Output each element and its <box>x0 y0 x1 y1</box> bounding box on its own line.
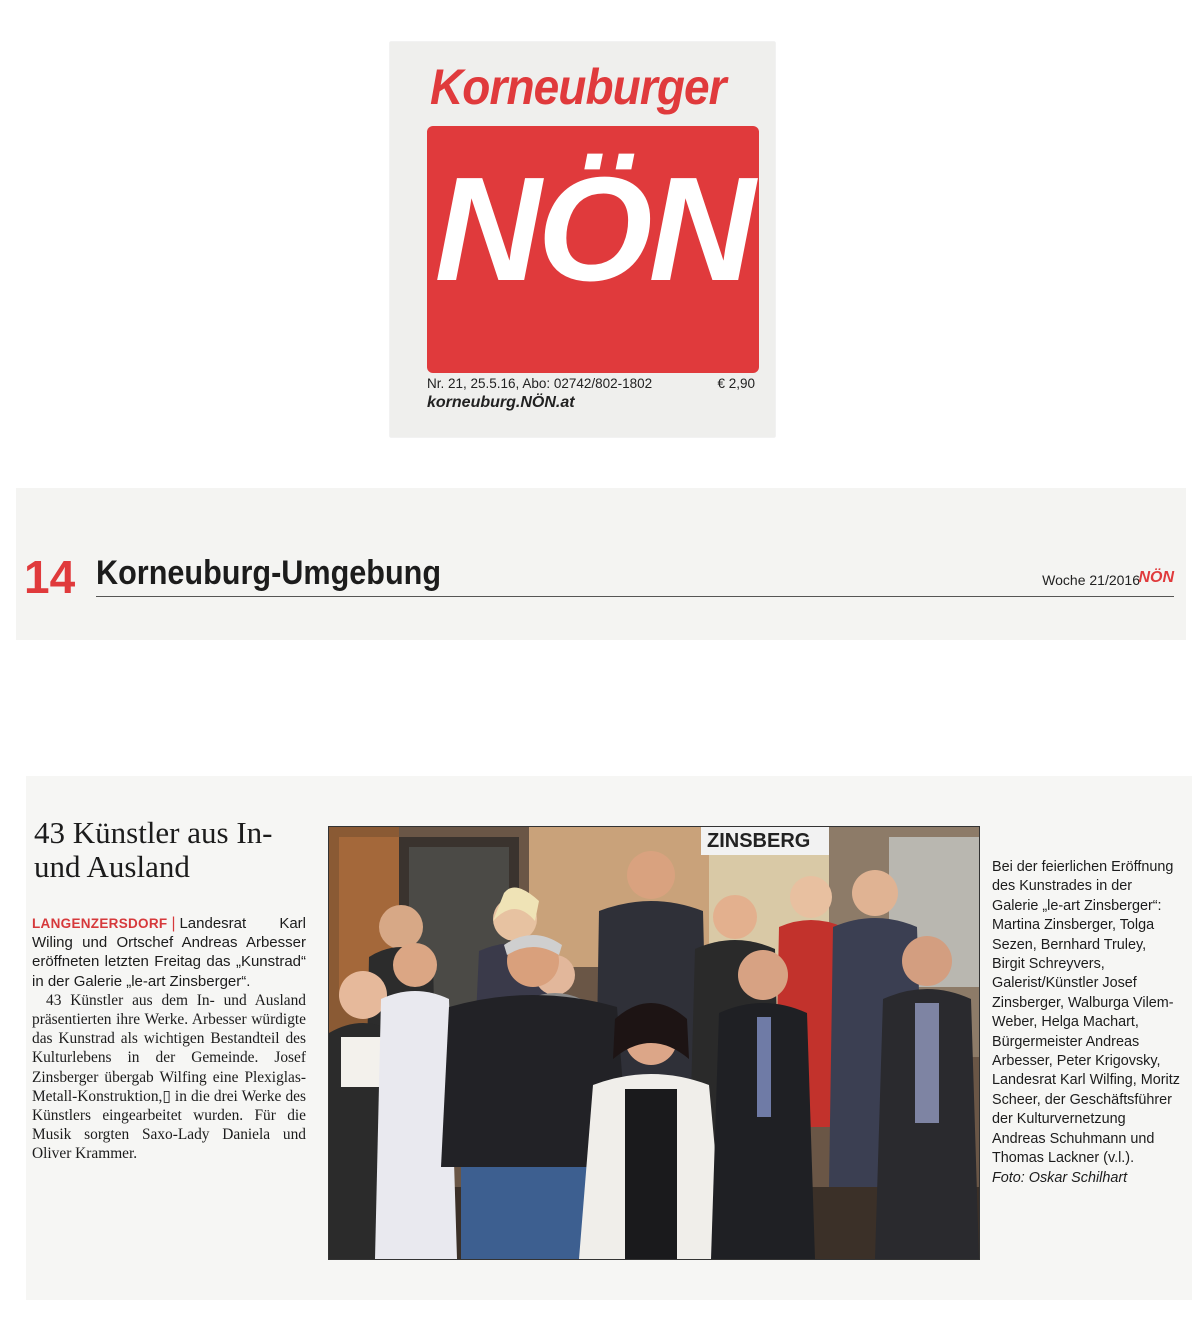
header-rule <box>96 596 1174 597</box>
article-photo <box>328 826 980 1260</box>
article-body <box>32 914 306 1164</box>
photo-caption <box>992 858 1182 1188</box>
photo-sign-text: ZINSBERG <box>707 830 811 852</box>
lead-paragraph <box>32 914 306 991</box>
header-brand: NÖN <box>1138 569 1174 586</box>
issue-info: Nr. 21, 25.5.16, Abo: 02742/802-1802 <box>427 376 653 391</box>
group-photo-illustration <box>329 827 979 1259</box>
caption-text: Bei der feierlichen Eröffnung des Kunstrades in der Galerie „le-art Zinsberger“: Martina Zinsberger, Tolga Sezen, Bernhard Truley, Birgit Schreyvers, Galerist/Künstler Josef Zinsberger, Walburga Vilem-Weber, Helga Machart, Bürgermeister Andreas Arbesser, Peter Krigovsky, Landesrat Karl Wilfing, Moritz Scheer, der Geschäftsführer der Kulturvernetzung Andreas Schuhmann und Thomas Lackner (v.l.). <box>992 859 1180 1167</box>
week-label: Woche 21/2016 <box>1042 572 1140 588</box>
masthead-clipping <box>390 42 775 437</box>
article-clipping <box>26 776 1192 1300</box>
page-number: 14 <box>24 551 76 603</box>
article-headline: 43 Künstler aus In- und Ausland <box>34 815 273 884</box>
page-header-clipping <box>16 488 1186 640</box>
newspaper-url: korneuburg.NÖN.at <box>427 394 575 411</box>
photo-credit: Foto: Oskar Schilhart <box>992 1169 1128 1186</box>
dateline: LANGENZERSDORF <box>32 916 168 931</box>
dateline-separator: | <box>171 915 176 932</box>
newspaper-brand: Korneuburger <box>430 59 726 115</box>
section-title: Korneuburg-Umgebung <box>96 554 442 592</box>
logo-box <box>427 126 759 373</box>
issue-price: € 2,90 <box>717 376 755 391</box>
body-paragraph: 43 Künstler aus dem In- und Ausland präsentierten ihre Werke. Arbesser würdigte das Kunstrad als wichtigen Bestandteil des Kulturlebens in der Gemeinde. Josef Zinsberger übergab Wilfing eine Plexiglas-Metall-Konstruktion,▯ in die drei Werke des Künstlers eingearbeitet wurden. Für die Musik sorgten Saxo-Lady Daniela und Oliver Krammer. <box>32 991 306 1163</box>
non-logo: NÖN <box>434 147 752 312</box>
lead-text: Landesrat Karl Wiling und Ortschef Andreas Arbesser eröffneten letzten Freitag das „Kunstrad“ in der Galerie „le-art Zinsberger“. <box>32 915 306 990</box>
